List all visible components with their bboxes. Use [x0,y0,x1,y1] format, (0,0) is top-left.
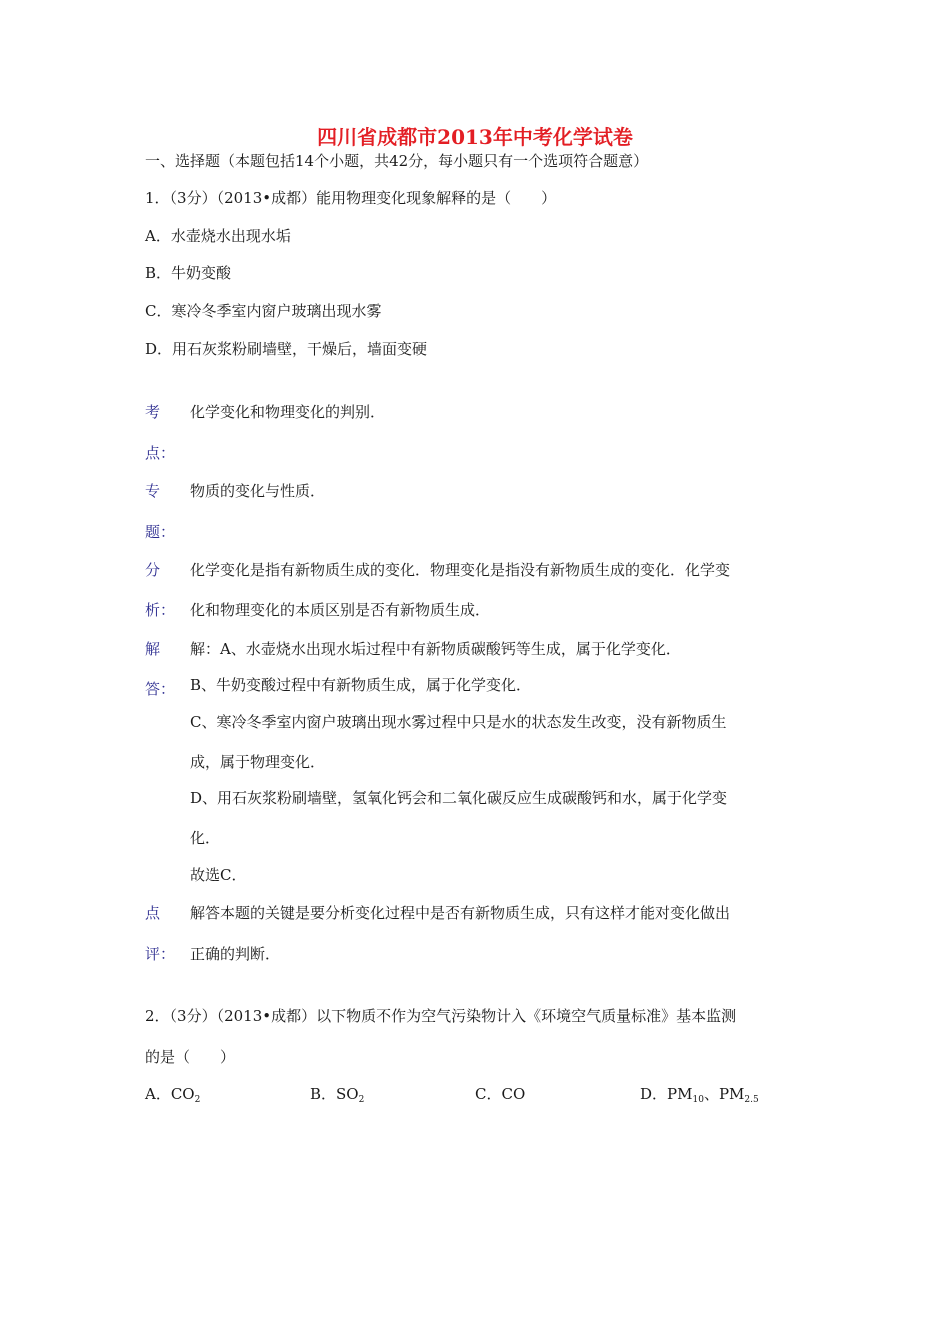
q2-option-c [475,1084,525,1104]
section-header: 一、选择题（本题包括14个小题，共42分，每小题只有一个选项符合题意） [145,152,649,170]
q2-option-a-text: A．CO [145,1085,195,1103]
jieda-line-5: D、用石灰浆粉刷墙壁，氢氧化钙会和二氧化碳反应生成碳酸钙和水，属于化学变 [190,789,728,807]
jieda-line-3: C、寒冷冬季室内窗户玻璃出现水雾过程中只是水的状态发生改变，没有新物质生 [190,713,727,731]
jieda-line-4: 成，属于物理变化． [190,753,326,771]
q2-option-b [310,1084,364,1104]
dianping-label-2: 评： [145,945,176,963]
page-title: 四川省成都市2013年中考化学试卷 [317,125,633,149]
q1-stem: 1．（3分）（2013•成都）能用物理变化现象解释的是（ ） [145,189,557,207]
q2-option-d-text: D．PM [640,1085,693,1103]
jieda-label-2: 答： [145,680,176,698]
jieda-line-6: 化． [190,829,221,847]
q2-option-b-sub: 2 [358,1095,365,1105]
fenxi-label-2: 析： [145,601,176,619]
q2-option-d-mid: 、PM [703,1085,745,1103]
q1-option-d: D．用石灰浆粉刷墙壁，干燥后，墙面变硬 [145,340,428,358]
q2-option-a-sub: 2 [194,1095,201,1105]
q2-option-d [640,1084,759,1104]
jieda-line-2: B、牛奶变酸过程中有新物质生成，属于化学变化． [190,676,532,694]
fenxi-line-2: 化和物理变化的本质区别是否有新物质生成． [190,601,491,619]
kaodian-label-1: 考 [145,403,161,421]
q2-option-c-text: C．CO [475,1085,526,1103]
q2-option-a [145,1084,200,1104]
q2-option-b-text: B．SO [310,1085,359,1103]
q2-option-d-sub2: 2.5 [744,1095,759,1105]
q2-stem-line-1: 2．（3分）（2013•成都）以下物质不作为空气污染物计入《环境空气质量标准》基本监测 [145,1007,737,1025]
dianping-line-2: 正确的判断． [190,945,281,963]
q1-option-c: C．寒冷冬季室内窗户玻璃出现水雾 [145,302,382,320]
fenxi-label-1: 分 [145,561,161,579]
q2-stem-line-2: 的是（ ） [145,1048,236,1066]
q1-option-a: A．水壶烧水出现水垢 [145,227,291,245]
jieda-line-1: 解：A、水壶烧水出现水垢过程中有新物质碳酸钙等生成，属于化学变化． [190,640,681,658]
kaodian-text: 化学变化和物理变化的判别． [190,403,386,421]
zhuanti-label-2: 题： [145,523,176,541]
kaodian-label-2: 点： [145,444,176,462]
jieda-line-7: 故选C． [190,866,247,884]
q2-option-d-sub1: 10 [692,1095,704,1105]
dianping-line-1: 解答本题的关键是要分析变化过程中是否有新物质生成，只有这样才能对变化做出 [190,904,731,922]
dianping-label-1: 点 [145,904,161,922]
fenxi-line-1: 化学变化是指有新物质生成的变化．物理变化是指没有新物质生成的变化．化学变 [190,561,731,579]
zhuanti-label-1: 专 [145,482,161,500]
q1-option-b: B．牛奶变酸 [145,264,232,282]
zhuanti-text: 物质的变化与性质． [190,482,326,500]
jieda-label-1: 解 [145,640,161,658]
